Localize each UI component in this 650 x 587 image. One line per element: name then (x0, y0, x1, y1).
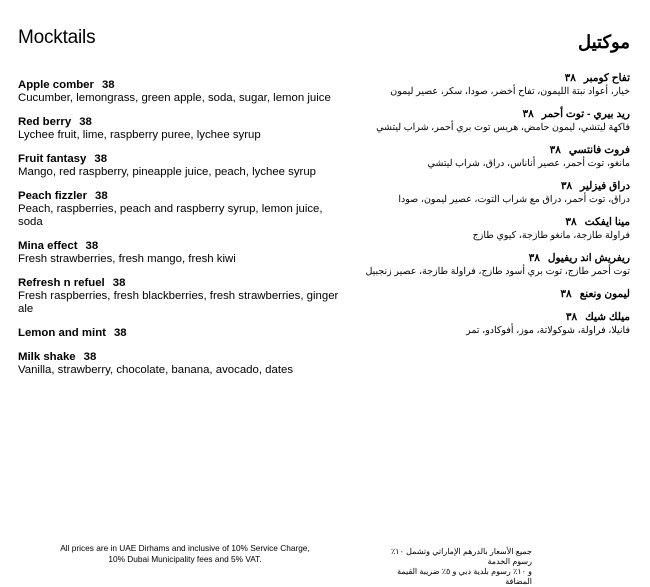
item-name: Lemon and mint (18, 327, 106, 339)
page-title-ar: موكتيل (577, 32, 630, 52)
item-name: Fruit fantasy (18, 153, 87, 165)
item-description: Mango, red raspberry, pineapple juice, peach, lychee syrup (18, 166, 317, 178)
item-price-ar: ٣٨ (522, 108, 534, 120)
item-name: Milk shake (18, 351, 76, 363)
item-price: 38 (85, 240, 99, 252)
item-price: 38 (94, 153, 108, 165)
item-price-ar: ٣٨ (560, 288, 572, 300)
item-description: Fresh strawberries, fresh mango, fresh kiwi (18, 253, 236, 265)
item-price: 38 (79, 116, 92, 128)
menu-item-ar (340, 252, 630, 278)
item-description: Fresh raspberries, fresh blackberries, fresh strawberries, ginger ale (18, 290, 339, 315)
item-description: Peach, raspberries, peach and raspberry syrup, lemon juice, soda (18, 203, 323, 228)
footer-line: 10% Dubai Municipality fees and 5% VAT. (108, 554, 262, 564)
menu-item (18, 327, 348, 340)
item-name: Peach fizzler (18, 190, 88, 202)
menu-item-ar (340, 108, 630, 134)
item-price-ar: ٣٨ (564, 72, 576, 84)
item-description-ar: مانغو، توت أحمر، عصير أناناس، دراق، شراب ليتشي (427, 158, 630, 169)
item-name-ar: ميلك شيك (585, 311, 630, 323)
item-name-ar: ريد بيري - توت أحمر (541, 108, 630, 120)
menu-item (18, 351, 348, 377)
menu-item-ar (340, 216, 630, 242)
menu-item-ar (340, 144, 630, 170)
footer-note-ar (372, 547, 532, 587)
item-description-ar: خيار، أعواد نبتة الليمون، تفاح أخضر، صودا، سكر، عصير ليمون (390, 86, 630, 97)
footer-note-en (40, 543, 330, 565)
menu-item (18, 240, 348, 266)
footer-line: All prices are in UAE Dirhams and inclusive of 10% Service Charge, (60, 543, 310, 553)
item-name: Apple comber (18, 79, 94, 91)
item-name-ar: فروت فانتسي (568, 144, 630, 156)
item-description-ar: فراولة طازجة، مانغو طازجة، كيوي طازج (472, 230, 630, 241)
item-description: Lychee fruit, lime, raspberry puree, lychee syrup (18, 129, 261, 141)
item-price: 38 (101, 79, 115, 91)
item-price: 38 (83, 351, 97, 363)
item-name-ar: دراق فيزلير (580, 180, 630, 192)
item-price-ar: ٣٨ (565, 311, 578, 323)
item-price-ar: ٣٨ (560, 180, 573, 192)
menu-item-ar (340, 180, 630, 206)
menu-list-en (18, 79, 348, 388)
item-description-ar: دراق، توت أحمر، دراق مع شراب التوت، عصير ليمون، صودا (398, 194, 630, 205)
menu-item (18, 190, 348, 229)
item-price-ar: ٣٨ (528, 252, 540, 264)
item-description-ar: فاكهة ليتشي، ليمون حامض، هريس توت بري أحمر، شراب ليتشي (376, 122, 630, 133)
item-price: 38 (113, 327, 127, 339)
item-name: Mina effect (18, 240, 78, 252)
page-title-en: Mocktails (18, 27, 96, 48)
item-price-ar: ٣٨ (565, 216, 577, 228)
menu-item-ar (340, 72, 630, 98)
footer-line-ar: جميع الأسعار بالدرهم الإماراتي وتشمل ١٠٪ رسوم الخدمة (391, 547, 532, 566)
item-name-ar: مينا ايفكت (584, 216, 630, 228)
menu-item (18, 79, 348, 105)
menu-item (18, 153, 348, 179)
item-name: Red berry (18, 116, 72, 128)
menu-item-ar (340, 288, 630, 301)
item-name-ar: ريفريش اند ريفيول (547, 252, 630, 264)
item-description: Cucumber, lemongrass, green apple, soda, sugar, lemon juice (18, 92, 331, 104)
item-name: Refresh n refuel (18, 277, 105, 289)
menu-item (18, 116, 348, 142)
menu-item-ar (340, 311, 630, 337)
item-name-ar: ليمون ونعنع (579, 288, 630, 300)
item-description-ar: توت أحمر طازج، توت بري أسود طازج، فراولة طازجة، عصير زنجبيل (365, 266, 630, 277)
item-description-ar: فانيلا، فراولة، شوكولاتة، موز، أفوكادو، تمر (466, 325, 630, 336)
item-description: Vanilla, strawberry, chocolate, banana, avocado, dates (18, 364, 294, 376)
item-price: 38 (95, 190, 108, 202)
footer-line-ar: و ١٠٪ رسوم بلدية دبي و ٥٪ ضريبة القيمة المضافة (397, 567, 532, 586)
item-price-ar: ٣٨ (549, 144, 561, 156)
item-price: 38 (112, 277, 126, 289)
item-name-ar: تفاح كومبر (583, 72, 630, 84)
menu-item (18, 277, 348, 316)
menu-list-ar (340, 72, 630, 347)
